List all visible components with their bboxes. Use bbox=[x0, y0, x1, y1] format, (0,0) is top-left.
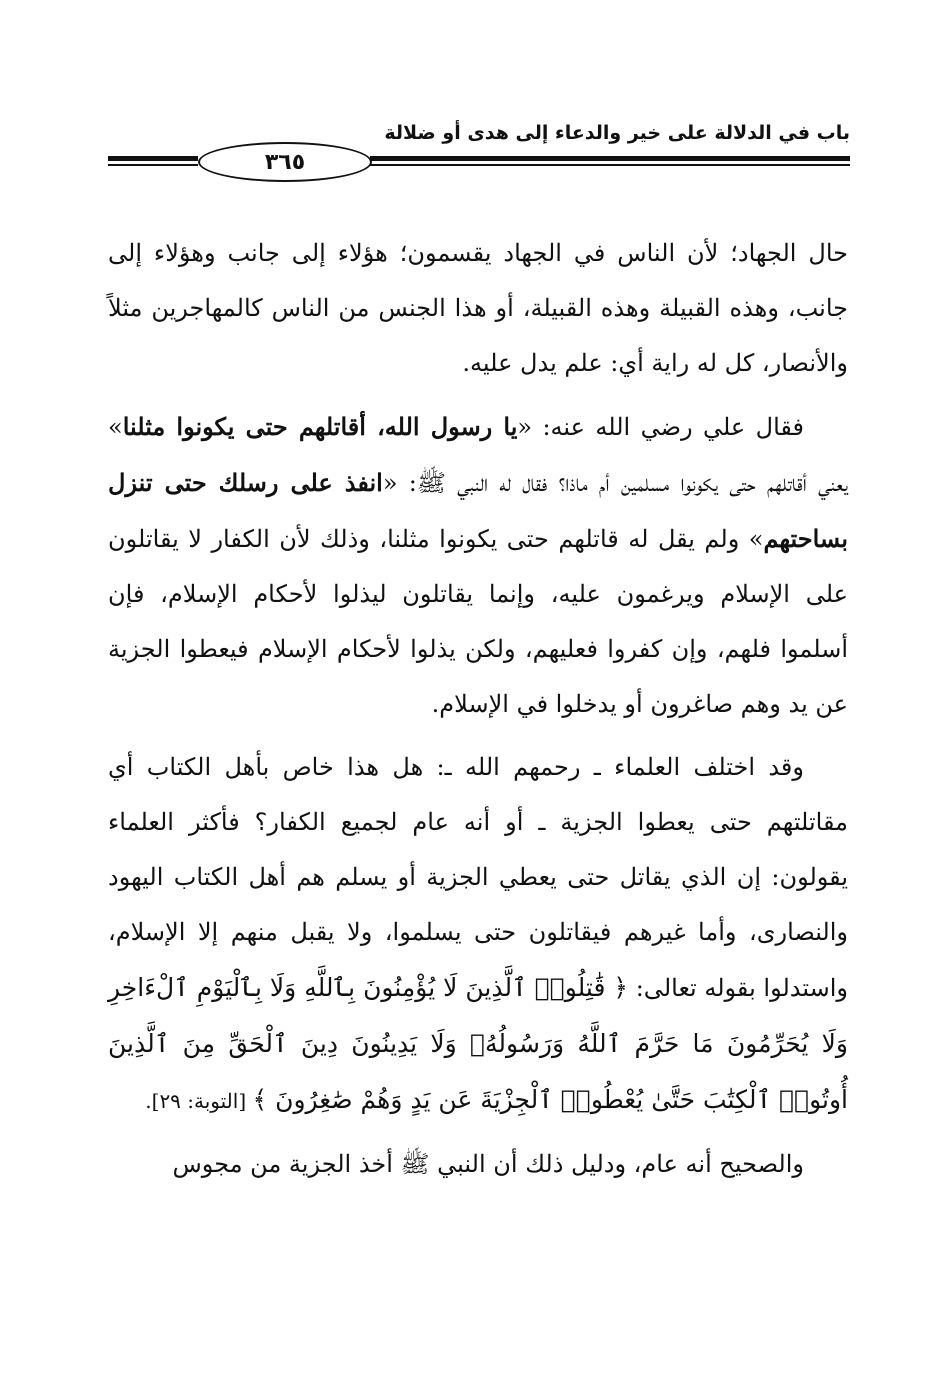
paragraph-3 bbox=[108, 740, 848, 1129]
header-rule-right bbox=[370, 154, 850, 168]
hadith-quote: يا رسول الله، أقاتلهم حتى يكونوا مثلنا bbox=[122, 412, 518, 441]
quran-verse: ﴿ قَٰتِلُوا۟ ٱلَّذِينَ لَا يُؤْمِنُونَ بِٱللَّهِ وَلَا بِٱلْيَوْمِ ٱلْءَاخِرِ وَلَا يُحَرِّمُونَ مَا حَرَّمَ ٱللَّهُ وَرَسُولُهُۥ وَلَا يَدِينُونَ دِينَ ٱلْحَقِّ مِنَ ٱلَّذِينَ أُوتُوا۟ ٱلْكِتَٰبَ حَتَّىٰ يُعْطُوا۟ ٱلْجِزْيَةَ عَن يَدٍ وَهُمْ صَٰغِرُونَ ﴾ bbox=[108, 973, 848, 1114]
hadith-quote: انفذ على رسلك حتى تنزل بساحتهم bbox=[108, 468, 848, 553]
paragraph-text: والصحيح أنه عام، ودليل ذلك أن النبي ﷺ أخذ الجزية من مجوس bbox=[172, 1150, 804, 1178]
page-body bbox=[108, 226, 848, 1200]
paragraph-text: وقد اختلف العلماء ـ رحمهم الله ـ: هل هذا خاص بأهل الكتاب أي مقاتلتهم حتى يعطوا الجزية ـ أو أنه عام لجميع الكفار؟ فأكثر العلماء يقولون: إن الذي يقاتل حتى يعطي الجزية أو يسلم هم أهل الكتاب اليهود والنصارى، وأما غيرهم فيقاتلون حتى يسلموا، ولا يقبل منهم إلا الإسلام، واستدلوا بقوله تعالى: bbox=[108, 753, 849, 1002]
chapter-title: باب في الدلالة على خير والدعاء إلى هدى أو ضلالة bbox=[384, 122, 850, 144]
header-rule-left bbox=[108, 154, 198, 168]
page-number: ٣٦٥ bbox=[198, 142, 372, 182]
verse-reference: [التوبة: ٢٩]. bbox=[145, 1089, 253, 1113]
paragraph-text: حال الجهاد؛ لأن الناس في الجهاد يقسمون؛ هؤلاء إلى جانب وهؤلاء إلى جانب، وهذه القبيلة وهذه القبيلة، أو هذا الجنس من الناس كالمهاجرين مثلاً والأنصار، كل له راية أي: علم يدل عليه. bbox=[108, 239, 848, 377]
running-header bbox=[108, 118, 850, 182]
paragraph-text: » ولم يقل له قاتلهم حتى يكونوا مثلنا، وذلك لأن الكفار لا يقاتلون على الإسلام ويرغمون عليه، وإنما يقاتلون ليذلوا لأحكام الإسلام، فإن أسلموا فلهم، وإن كفروا فعليهم، ولكن يذلوا لأحكام الإسلام فيعطوا الجزية عن يد وهم صاغرون أو يدخلوا في الإسلام. bbox=[108, 525, 849, 718]
paragraph-2 bbox=[108, 399, 848, 732]
paragraph-text: » يعني أقاتلهم حتى يكونوا مسلمين أم ماذا؟ فقال له النبي ﷺ: « bbox=[108, 413, 848, 497]
paragraph-text: فقال علي رضي الله عنه: « bbox=[517, 413, 804, 441]
paragraph-1 bbox=[108, 226, 848, 391]
paragraph-4 bbox=[108, 1137, 848, 1192]
